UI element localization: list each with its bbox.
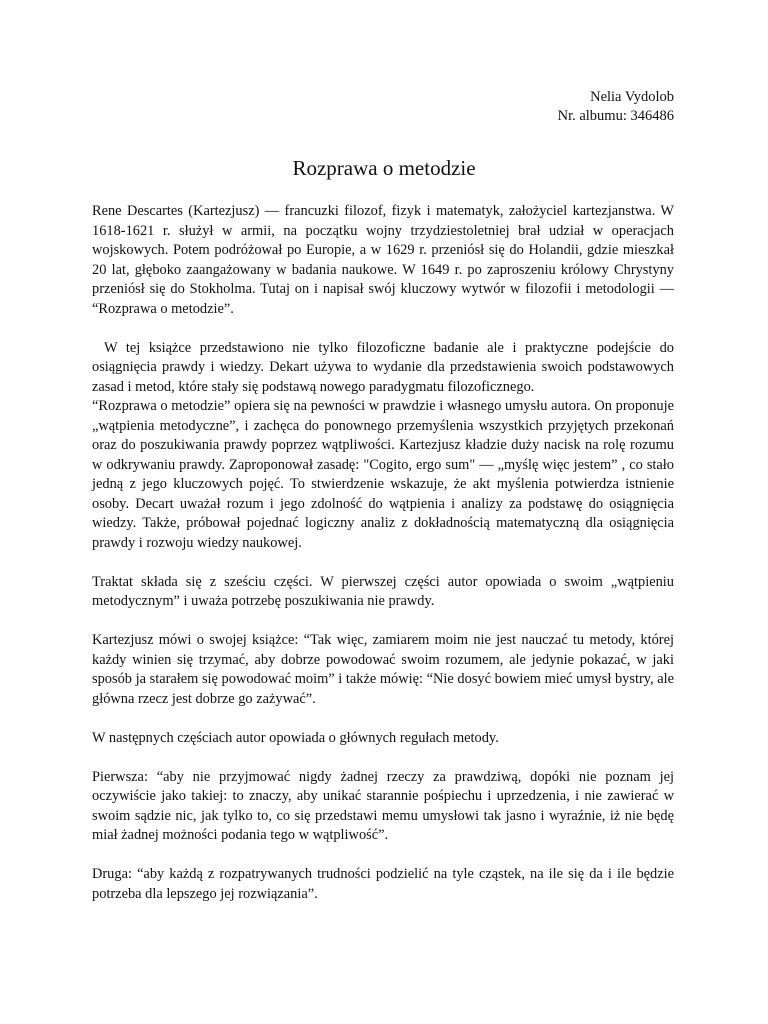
paragraph-method-doubt: “Rozprawa o metodzie” opiera się na pewności w prawdzie i własnego umysłu autora. On proponuje „wątpienia metodyczne”, i zachęca do ponownego przemyślenia wszystkich przyjętych przekonań oraz do poszukiwania prawdy poprzez wątpliwości. Kartezjusz kładzie duży nacisk na rolę rozumu w odkrywaniu prawdy. Zaproponował zasadę: "Cogito, ergo sum" — „myślę więc jestem” , co stało jedną z jego kluczowych pojęć. To stwierdzenie wskazuje, że akt myślenia potwierdza istnienie osoby. Decart uważał rozum i jego zdolność do wątpienia i analizy za podstawę do osiągnięcia wiedzy. Także, próbował pojednać logiczny analiz z dokładnością matematyczną dla osiągnięcia prawdy i rozwoju wiedzy naukowej.	[92, 398, 674, 551]
paragraph-rules-intro: W następnych częściach autor opowiada o głównych regułach metody.	[92, 729, 499, 746]
paragraph-rule-one: Pierwsza: “aby nie przyjmować nigdy żadnej rzeczy za prawdziwą, dopóki nie poznam jej oczywiście jako takiej: to znaczy, aby unikać starannie pośpiechu i uprzedzenia, i nie zawierać w swoim sądzie nic, jak tylko to, co się przedstawi memu umysłowi tak jasno i wyraźnie, iż nie będę miał żadnej możności podania tego w wątpliwość”.	[92, 768, 674, 843]
paragraph-book-overview: W tej książce przedstawiono nie tylko filozoficzne badanie ale i praktyczne podejście do osiągnięcia prawdy i wiedzy. Dekart używa to wydanie dla przedstawienia swoich podstawowych zasad i metod, które stały się podstawą nowego paradygmatu filozoficznego.	[92, 339, 674, 395]
paragraph-structure: Traktat składa się z sześciu części. W pierwszej części autor opowiada o swoim „wątpieniu metodycznym” i uważa potrzebę poszukiwania nie prawdy.	[92, 573, 674, 609]
author-info	[558, 88, 674, 126]
paragraph-quote: Kartezjusz mówi o swojej książce: “Tak więc, zamiarem moim nie jest nauczać tu metody, której każdy winien się trzymać, aby dobrze powodować swoim rozumem, ale jedynie pokazać, w jaki sposób ja starałem się powodować moim” i także mówię: “Nie dosyć bowiem mieć umysł bystry, ale główna rzecz jest dobrze go zażywać”.	[92, 632, 674, 707]
document-title: Rozprawa o metodzie	[292, 156, 476, 180]
paragraph-intro: Rene Descartes (Kartezjusz) — francuzki filozof, fizyk i matematyk, założyciel kartezjanstwa. W 1618-1621 r. służył w armii, na początku wojny trzydziestoletniej brał udział w operacjach wojskowych. Potem podróżował po Europie, a w 1629 r. przeniósł się do Holandii, gdzie mieszkał 20 lat, głęboko zaangażowany w badania naukowe. W 1649 r. po zaproszeniu królowy Chrystyny przeniósł się do Stokholma. Tutaj on i napisał swój kluczowy wytwór w filozofii i metodologii — “Rozprawa o metodzie”.	[92, 203, 674, 317]
album-number: Nr. albumu: 346486	[557, 108, 674, 124]
document-body	[92, 202, 674, 924]
paragraph-rule-two: Druga: “aby każdą z rozpatrywanych trudności podzielić na tyle cząstek, na ile się da i ile będzie potrzeba dla lepszego jej rozwiązania”.	[92, 866, 674, 902]
author-name: Nelia Vydolob	[590, 89, 674, 105]
